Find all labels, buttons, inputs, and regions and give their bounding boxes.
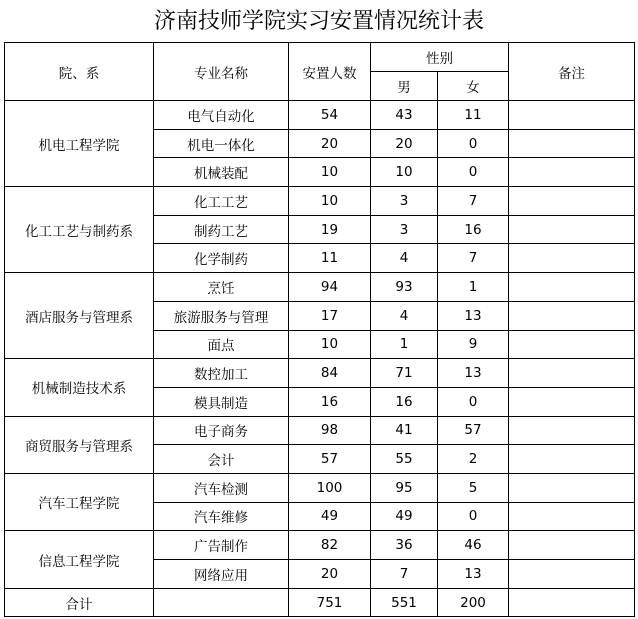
major-cell: 机械装配 — [154, 158, 289, 187]
table-row — [5, 359, 635, 388]
major-cell: 会计 — [154, 445, 289, 474]
header-count: 安置人数 — [289, 43, 371, 101]
remark-cell — [509, 502, 635, 531]
remark-cell — [509, 560, 635, 589]
dept-cell: 商贸服务与管理系 — [5, 416, 154, 473]
header-remark: 备注 — [509, 43, 635, 101]
remark-cell — [509, 445, 635, 474]
table-row — [5, 531, 635, 560]
major-cell: 制药工艺 — [154, 215, 289, 244]
major-cell: 旅游服务与管理 — [154, 301, 289, 330]
major-cell: 汽车检测 — [154, 473, 289, 502]
count-cell: 94 — [289, 273, 371, 302]
placement-table — [4, 42, 635, 617]
major-cell: 网络应用 — [154, 560, 289, 589]
count-cell: 10 — [289, 158, 371, 187]
male-cell: 1 — [371, 330, 438, 359]
remark-cell — [509, 531, 635, 560]
total-major-cell — [154, 588, 289, 617]
count-cell: 10 — [289, 187, 371, 216]
female-cell: 0 — [438, 502, 509, 531]
female-cell: 46 — [438, 531, 509, 560]
major-cell: 烹饪 — [154, 273, 289, 302]
total-female: 200 — [438, 588, 509, 617]
dept-cell: 化工工艺与制药系 — [5, 187, 154, 273]
count-cell: 10 — [289, 330, 371, 359]
header-row — [5, 43, 635, 72]
count-cell: 98 — [289, 416, 371, 445]
total-remark-cell — [509, 588, 635, 617]
remark-cell — [509, 387, 635, 416]
male-cell: 71 — [371, 359, 438, 388]
dept-cell: 酒店服务与管理系 — [5, 273, 154, 359]
total-row — [5, 588, 635, 617]
female-cell: 7 — [438, 244, 509, 273]
count-cell: 16 — [289, 387, 371, 416]
total-male: 551 — [371, 588, 438, 617]
table-body — [5, 43, 635, 617]
female-cell: 0 — [438, 158, 509, 187]
female-cell: 5 — [438, 473, 509, 502]
female-cell: 13 — [438, 560, 509, 589]
dept-cell: 信息工程学院 — [5, 531, 154, 588]
dept-cell: 机电工程学院 — [5, 101, 154, 187]
major-cell: 汽车维修 — [154, 502, 289, 531]
major-cell: 电子商务 — [154, 416, 289, 445]
count-cell: 20 — [289, 560, 371, 589]
count-cell: 19 — [289, 215, 371, 244]
remark-cell — [509, 101, 635, 130]
count-cell: 20 — [289, 129, 371, 158]
remark-cell — [509, 187, 635, 216]
table-row — [5, 187, 635, 216]
total-label: 合计 — [5, 588, 154, 617]
count-cell: 11 — [289, 244, 371, 273]
table-row — [5, 273, 635, 302]
dept-cell: 汽车工程学院 — [5, 473, 154, 530]
remark-cell — [509, 158, 635, 187]
remark-cell — [509, 244, 635, 273]
male-cell: 10 — [371, 158, 438, 187]
male-cell: 20 — [371, 129, 438, 158]
male-cell: 55 — [371, 445, 438, 474]
count-cell: 49 — [289, 502, 371, 531]
major-cell: 机电一体化 — [154, 129, 289, 158]
major-cell: 化工工艺 — [154, 187, 289, 216]
remark-cell — [509, 129, 635, 158]
count-cell: 54 — [289, 101, 371, 130]
male-cell: 93 — [371, 273, 438, 302]
count-cell: 17 — [289, 301, 371, 330]
female-cell: 16 — [438, 215, 509, 244]
major-cell: 电气自动化 — [154, 101, 289, 130]
header-male: 男 — [371, 72, 438, 101]
header-major: 专业名称 — [154, 43, 289, 101]
count-cell: 82 — [289, 531, 371, 560]
major-cell: 面点 — [154, 330, 289, 359]
male-cell: 4 — [371, 301, 438, 330]
male-cell: 4 — [371, 244, 438, 273]
female-cell: 0 — [438, 387, 509, 416]
remark-cell — [509, 330, 635, 359]
major-cell: 模具制造 — [154, 387, 289, 416]
page-title: 济南技师学院实习安置情况统计表 — [153, 9, 484, 34]
remark-cell — [509, 359, 635, 388]
table-row — [5, 473, 635, 502]
male-cell: 3 — [371, 215, 438, 244]
male-cell: 43 — [371, 101, 438, 130]
male-cell: 3 — [371, 187, 438, 216]
female-cell: 11 — [438, 101, 509, 130]
header-dept: 院、系 — [5, 43, 154, 101]
remark-cell — [509, 215, 635, 244]
male-cell: 95 — [371, 473, 438, 502]
remark-cell — [509, 416, 635, 445]
major-cell: 广告制作 — [154, 531, 289, 560]
male-cell: 41 — [371, 416, 438, 445]
total-count: 751 — [289, 588, 371, 617]
count-cell: 100 — [289, 473, 371, 502]
count-cell: 57 — [289, 445, 371, 474]
female-cell: 0 — [438, 129, 509, 158]
female-cell: 13 — [438, 301, 509, 330]
table-row — [5, 101, 635, 130]
dept-cell: 机械制造技术系 — [5, 359, 154, 416]
count-cell: 84 — [289, 359, 371, 388]
male-cell: 49 — [371, 502, 438, 531]
male-cell: 16 — [371, 387, 438, 416]
female-cell: 1 — [438, 273, 509, 302]
remark-cell — [509, 273, 635, 302]
female-cell: 13 — [438, 359, 509, 388]
male-cell: 7 — [371, 560, 438, 589]
remark-cell — [509, 473, 635, 502]
table-row — [5, 416, 635, 445]
female-cell: 2 — [438, 445, 509, 474]
female-cell: 9 — [438, 330, 509, 359]
female-cell: 7 — [438, 187, 509, 216]
female-cell: 57 — [438, 416, 509, 445]
male-cell: 36 — [371, 531, 438, 560]
remark-cell — [509, 301, 635, 330]
header-female: 女 — [438, 72, 509, 101]
major-cell: 化学制药 — [154, 244, 289, 273]
major-cell: 数控加工 — [154, 359, 289, 388]
header-gender: 性别 — [371, 43, 509, 72]
